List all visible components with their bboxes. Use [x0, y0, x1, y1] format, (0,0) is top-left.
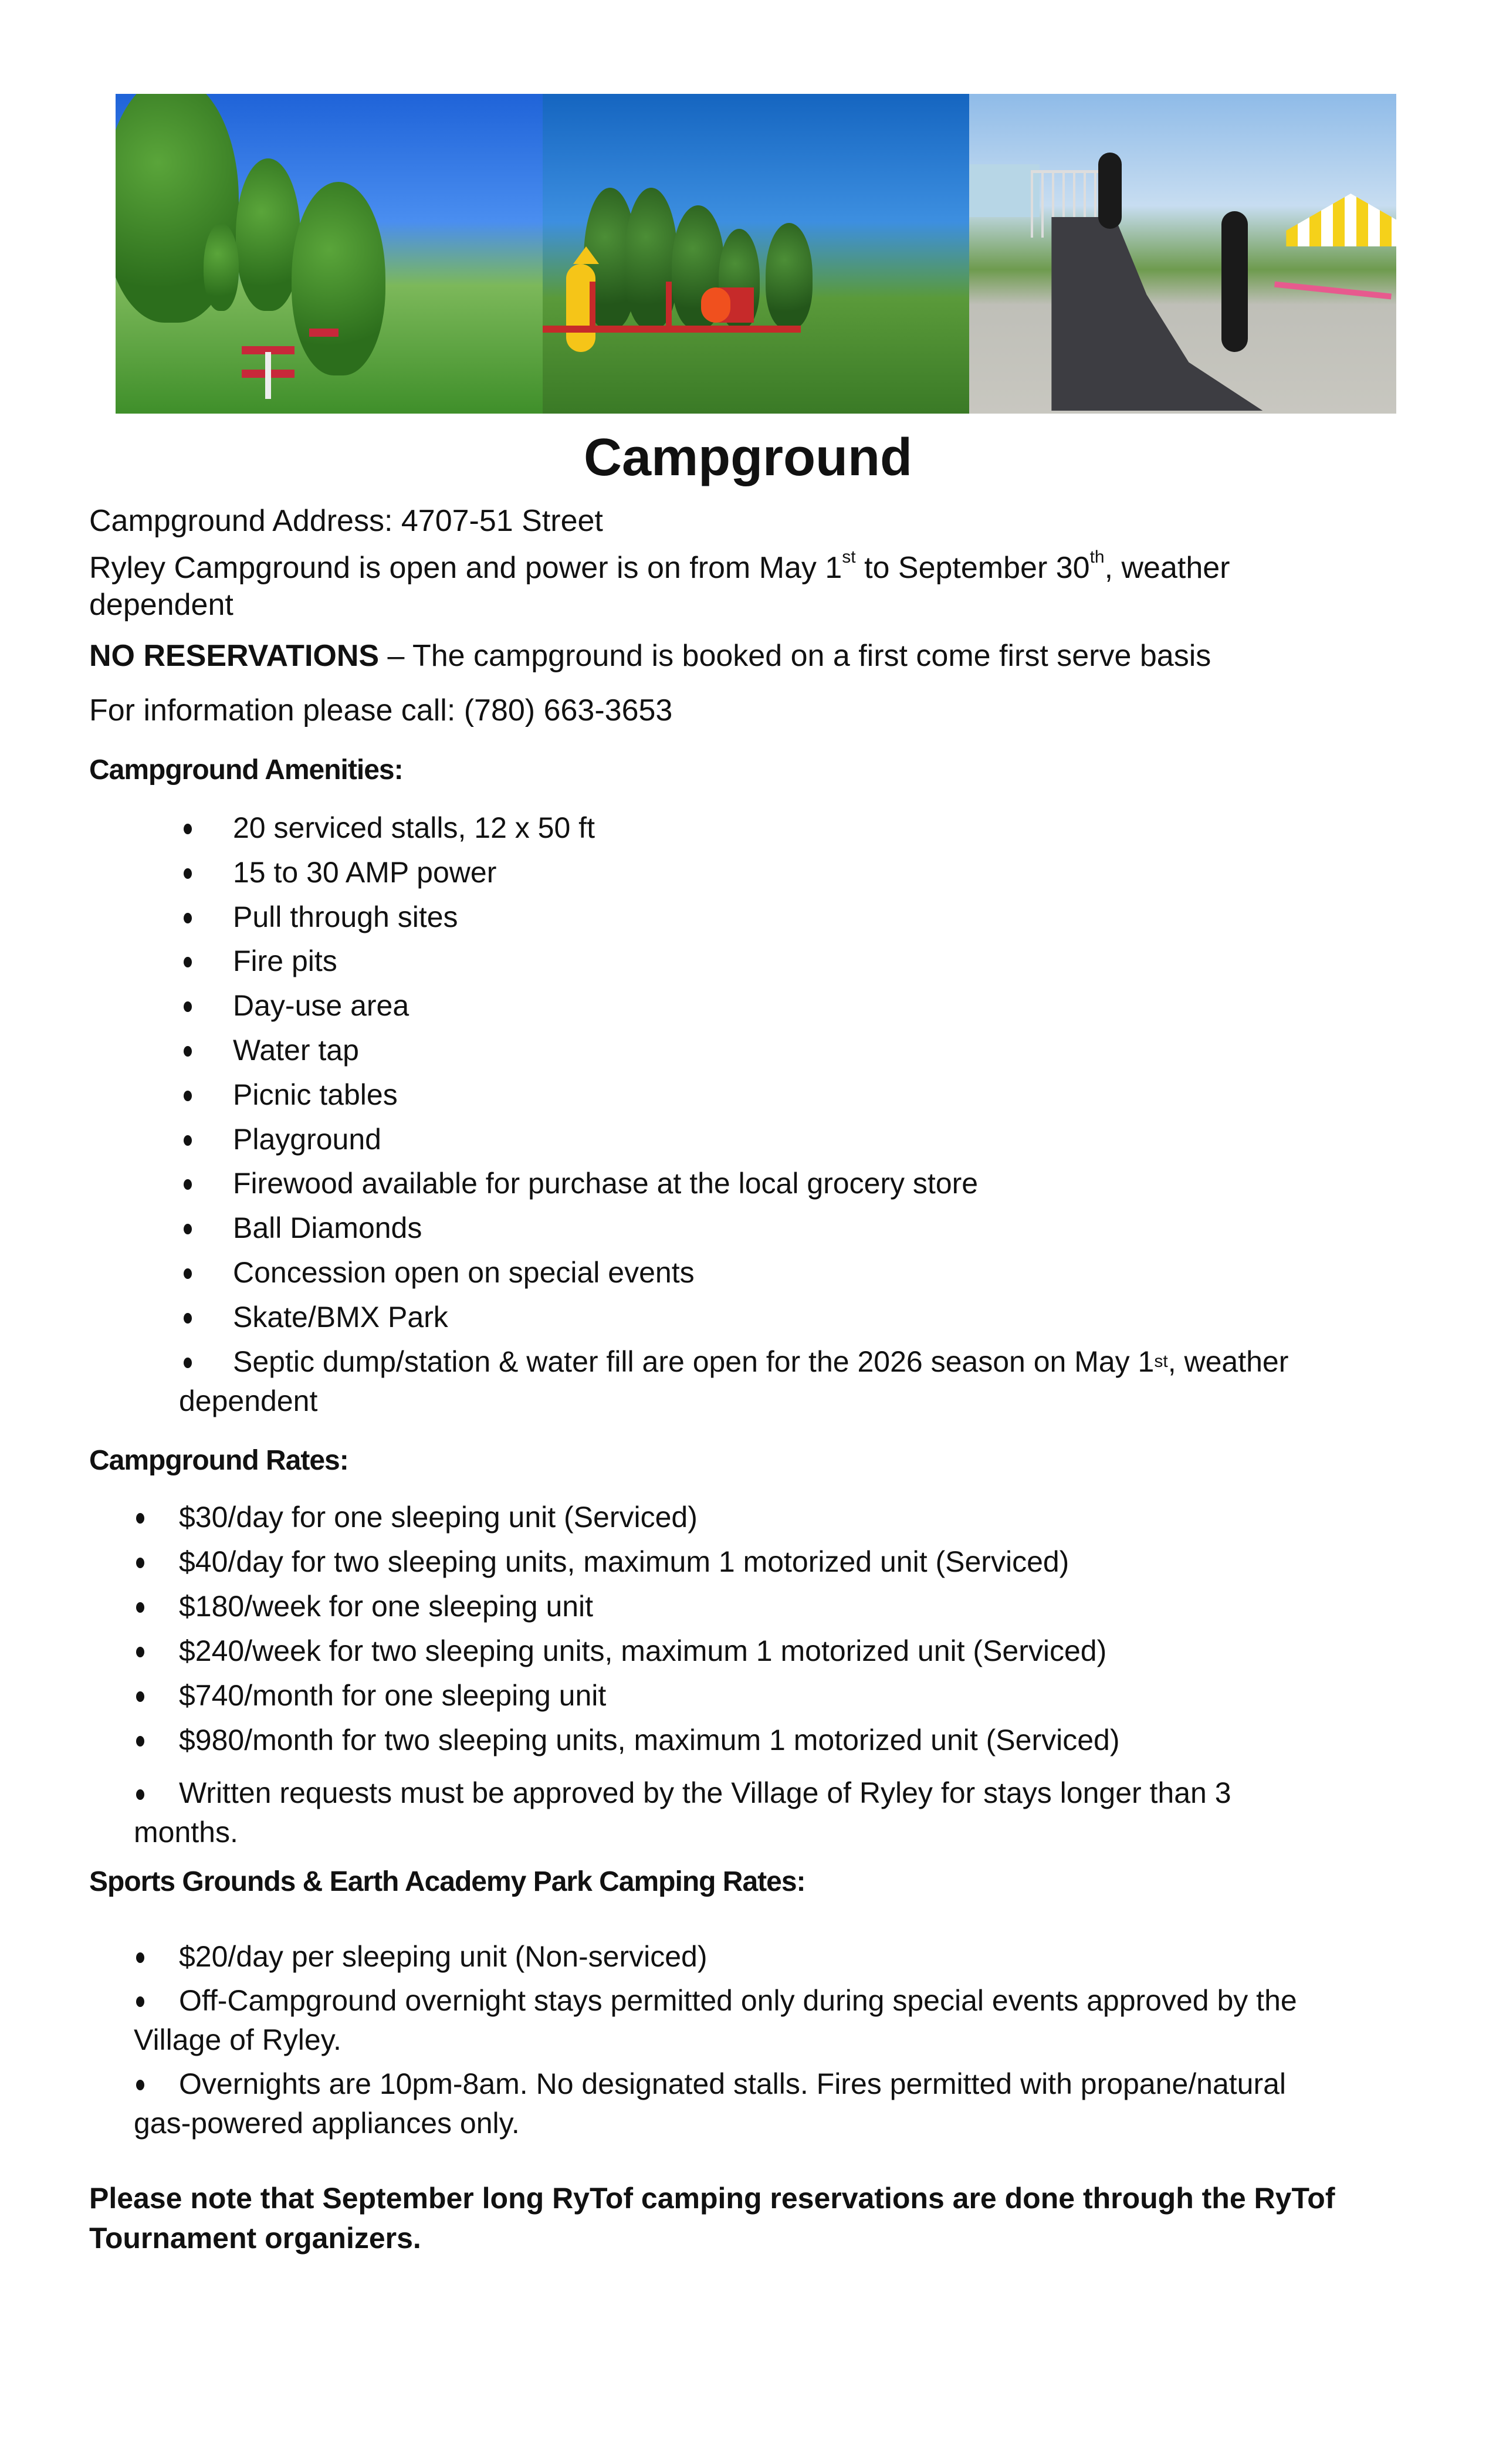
bullet-icon	[136, 1691, 144, 1702]
amenity-item: Pull through sites	[233, 900, 458, 933]
bullet-icon	[184, 1224, 192, 1234]
rate-item: $30/day for one sleeping unit (Serviced)	[179, 1501, 698, 1534]
amenity-item: Fire pits	[233, 945, 337, 978]
rate-item: $40/day for two sleeping units, maximum 1 motorized unit (Serviced)	[179, 1545, 1069, 1578]
amenities-heading: Campground Amenities:	[89, 754, 403, 786]
campground-trees-photo	[116, 94, 543, 414]
bullet-icon	[136, 1602, 144, 1613]
amenity-item: Skate/BMX Park	[233, 1300, 448, 1333]
bullet-icon	[184, 1179, 192, 1190]
bullet-icon	[184, 1268, 192, 1279]
bullet-icon	[184, 1001, 192, 1012]
bullet-icon	[184, 1358, 192, 1368]
bullet-icon	[184, 913, 192, 923]
rate-written-requests: Written requests must be approved by the Village of Ryley for stays longer than 3	[179, 1776, 1231, 1809]
amenity-item: Day-use area	[233, 989, 409, 1023]
rate-item: $980/month for two sleeping units, maximum 1 motorized unit (Serviced)	[179, 1724, 1120, 1756]
skate-park-photo	[969, 94, 1396, 414]
amenity-septic-cont: dependent	[179, 1385, 318, 1417]
sports-rate-day: $20/day per sleeping unit (Non-serviced)	[179, 1940, 708, 1973]
amenity-item: Playground	[233, 1122, 381, 1156]
bullet-icon	[184, 1135, 192, 1146]
amenity-septic: Septic dump/station & water fill are open for the 2026 season on May 1st, weather	[233, 1345, 1289, 1378]
rate-item: $240/week for two sleeping units, maximum 1 motorized unit (Serviced)	[179, 1634, 1107, 1667]
rytof-note: Please note that September long RyTof camping reservations are done through the RyTof	[89, 2182, 1335, 2215]
bullet-icon	[136, 1789, 144, 1800]
bullet-icon	[184, 824, 192, 834]
sports-overnights: Overnights are 10pm-8am. No designated stalls. Fires permitted with propane/natural	[179, 2067, 1287, 2100]
campground-address: Campground Address: 4707-51 Street	[89, 504, 603, 538]
amenity-item: Water tap	[233, 1034, 359, 1067]
amenity-item: Picnic tables	[233, 1078, 398, 1111]
bullet-icon	[184, 1313, 192, 1324]
bullet-icon	[184, 957, 192, 967]
bullet-icon	[136, 1952, 144, 1963]
sports-overnights-cont: gas-powered appliances only.	[134, 2107, 520, 2140]
bullet-icon	[136, 1996, 144, 2007]
bullet-icon	[136, 2080, 144, 2090]
page-title: Campground	[584, 428, 912, 487]
amenity-item: Concession open on special events	[233, 1256, 695, 1289]
sports-rates-heading: Sports Grounds & Earth Academy Park Camping Rates:	[89, 1866, 805, 1897]
sports-offcampground-cont: Village of Ryley.	[134, 2023, 341, 2056]
contact-phone: For information please call: (780) 663-3653	[89, 693, 673, 727]
amenity-item: Firewood available for purchase at the local grocery store	[233, 1167, 979, 1200]
bullet-icon	[136, 1736, 144, 1747]
rytof-note-cont: Tournament organizers.	[89, 2222, 421, 2255]
rate-item: $740/month for one sleeping unit	[179, 1679, 607, 1712]
no-reservations-notice: NO RESERVATIONS – The campground is booked on a first come first serve basis	[89, 639, 1211, 673]
open-season-info-cont: dependent	[89, 588, 233, 622]
header-banner	[116, 94, 1396, 414]
amenity-item: 20 serviced stalls, 12 x 50 ft	[233, 811, 595, 844]
rates-heading: Campground Rates:	[89, 1445, 348, 1476]
playground-photo	[543, 94, 970, 414]
sports-offcampground: Off-Campground overnight stays permitted only during special events approved by the	[179, 1984, 1297, 2017]
bullet-icon	[184, 1091, 192, 1101]
rate-written-requests-cont: months.	[134, 1816, 238, 1849]
bullet-icon	[136, 1513, 144, 1524]
amenity-item: Ball Diamonds	[233, 1211, 422, 1245]
open-season-info: Ryley Campground is open and power is on from May 1st to September 30th, weather	[89, 547, 1230, 585]
bullet-icon	[136, 1558, 144, 1568]
bullet-icon	[136, 1647, 144, 1657]
amenity-item: 15 to 30 AMP power	[233, 855, 497, 889]
rate-item: $180/week for one sleeping unit	[179, 1590, 594, 1623]
bullet-icon	[184, 868, 192, 879]
bullet-icon	[184, 1046, 192, 1057]
